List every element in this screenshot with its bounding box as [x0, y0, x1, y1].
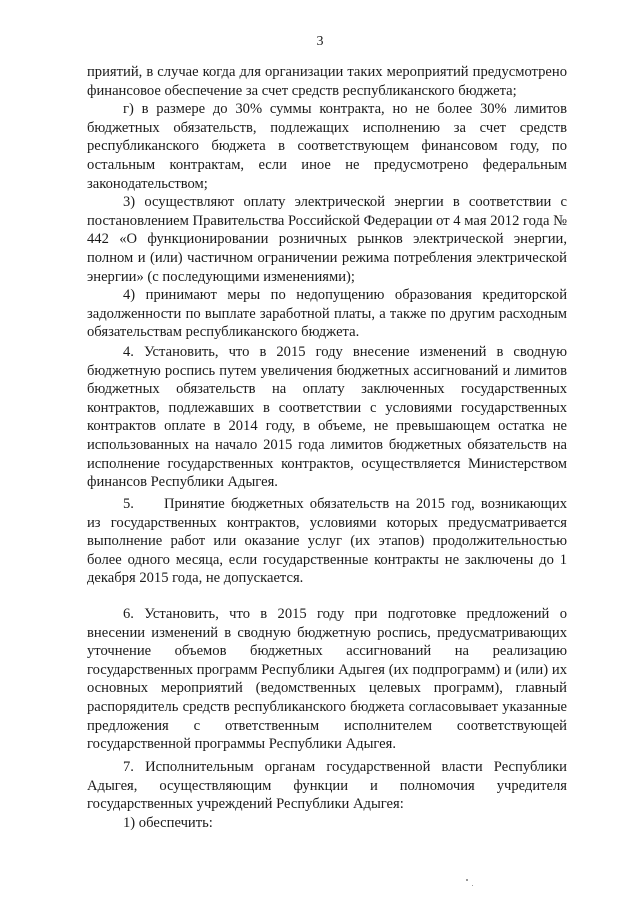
- item-5-text: Принятие бюджетных обязательств на 2015 год, возникающих из государственных контрактов, условиями которых предусматривается выполнение работ или оказание услуг (их этапов) продолжительностью более одного месяца, если государственные контракты не заключены до 1 декабря 2015 года, не допускается.: [87, 496, 567, 587]
- paragraph-item-7: 7. Исполнительным органам государственной власти Республики Адыгея, осуществляющим функции и полномочия учредителя государственных учреждений Республики Адыгея:: [87, 759, 567, 813]
- section-item-7: [87, 758, 567, 832]
- paragraph-item-7-1: 1) обеспечить:: [123, 814, 213, 831]
- paragraph-item-4-sub: 4) принимают меры по недопущению образования кредиторской задолженности по выплате заработной платы, а также по другим расходным обязательствам республиканского бюджета.: [87, 287, 567, 341]
- section-item-6: [87, 605, 567, 754]
- paragraph-item-5: [87, 495, 567, 588]
- paragraph-item-6: 6. Установить, что в 2015 году при подготовке предложений о внесении изменений в сводную бюджетную роспись, предусматривающих уточнение объемов бюджетных ассигнований на реализацию государственных программ Республики Адыгея (их подпрограмм) и (или) их основных мероприятий (ведомственных целевых программ), главный распорядитель средств республиканского бюджета согласовывает указанные предложения с ответственным исполнителем соответствующей государственной программы Республики Адыгея.: [87, 606, 567, 753]
- item-5-number: 5.: [123, 496, 134, 512]
- paragraph-item-3: 3) осуществляют оплату электрической энергии в соответствии с постановлением Правительства Российской Федерации от 4 мая 2012 года № 442 «О функционировании розничных рынков электрической энергии, полном и (или) частичном ограничении режима потребления электрической энергии» (с последующими изменениями);: [87, 194, 568, 285]
- scan-speck: [472, 885, 473, 886]
- section-item-5: [87, 495, 567, 588]
- section-sub-items: [87, 63, 567, 342]
- paragraph-continuation: приятий, в случае когда для организации таких мероприятий предусмотрено финансовое обеспечение за счет средств республиканского бюджета;: [87, 64, 567, 99]
- paragraph-item-4: 4. Установить, что в 2015 году внесение изменений в сводную бюджетную роспись путем увеличения бюджетных ассигнований и лимитов бюджетных обязательств на оплату заключенных государственных контрактов, подлежавших в соответствии с условиями государственных контрактов оплате в 2014 году, в объеме, не превышающем остатка не использованных на начало 2015 года лимитов бюджетных обязательств на исполнение государственных контрактов, осуществляется Министерством финансов Республики Адыгея.: [87, 344, 567, 491]
- page-number: 3: [316, 34, 324, 49]
- scan-speck: [466, 879, 468, 881]
- paragraph-item-g: г) в размере до 30% суммы контракта, но не более 30% лимитов бюджетных обязательств, подлежащих исполнению за счет средств республиканского бюджета в соответствующем финансовом году, по остальным контрактам, если иное не предусмотрено федеральным законодательством;: [87, 101, 567, 192]
- section-item-4: [87, 343, 567, 492]
